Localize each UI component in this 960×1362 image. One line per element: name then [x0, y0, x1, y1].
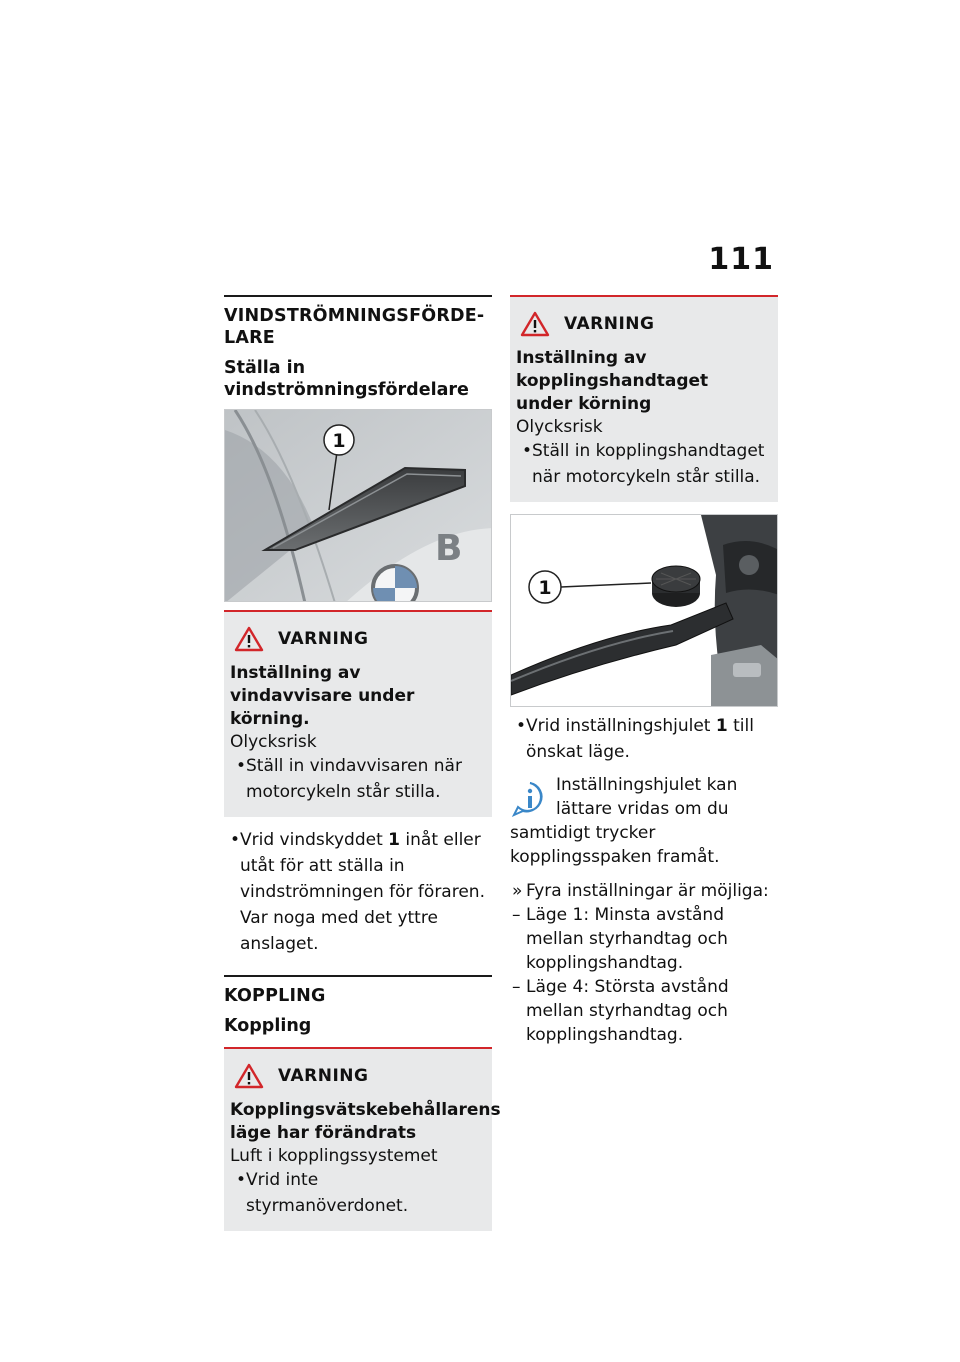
warning-title: Inställning av kopplingshandtaget under körning — [516, 348, 709, 414]
warning-box-wind — [224, 612, 492, 817]
step-callout-number: 1 — [715, 716, 728, 736]
left-column — [224, 295, 501, 1231]
warning-risk: Olycksrisk — [230, 732, 317, 752]
figure-callout: 1 — [332, 430, 346, 452]
warning-triangle-icon — [234, 1063, 264, 1089]
instruction-step — [510, 713, 778, 765]
warning-triangle-icon — [520, 311, 550, 337]
clutch-lever-illustration — [511, 515, 778, 707]
instruction-step — [224, 827, 492, 957]
warning-risk: Luft i kopplingssystemet — [230, 1146, 438, 1166]
step-text-pre: Vrid vindskyddet — [240, 830, 389, 850]
warning-box-clutch-fluid — [224, 1049, 501, 1231]
warning-risk: Olycksrisk — [516, 417, 603, 437]
warning-title: Inställning av vindavvisare under körning. — [230, 663, 415, 729]
step-text-post: inåt eller utåt för att ställa in vindströmningen för föraren. Var noga med det yttre anslaget. — [240, 830, 485, 954]
warning-triangle-icon — [234, 626, 264, 652]
info-icon — [510, 779, 550, 819]
right-column — [510, 295, 778, 1047]
option-item: – Läge 1: Minsta avstånd mellan styrhandtag och kopplingshandtag. — [510, 903, 778, 975]
section-title-wind: VINDSTRÖMNINGSFÖRDE-LARE — [224, 306, 485, 348]
wind-deflector-illustration — [225, 410, 492, 602]
warning-label: VARNING — [278, 1066, 369, 1086]
step-callout-number: 1 — [388, 830, 400, 850]
svg-text:B: B — [435, 528, 463, 569]
warning-label: VARNING — [564, 314, 655, 334]
subtitle-clutch: Koppling — [224, 1016, 312, 1036]
option-item: – Läge 4: Största avstånd mellan styrhandtag och kopplingshandtag. — [510, 975, 778, 1047]
info-note — [510, 773, 778, 869]
step-text-post: till önskat läge. — [526, 716, 754, 762]
warning-action: • Vrid inte styrmanöverdonet. — [230, 1167, 484, 1219]
result-line: » Fyra inställningar är möjliga: — [510, 879, 778, 903]
warning-action: • Ställ in kopplingshandtaget när motorcykeln står stilla. — [516, 438, 770, 490]
section-title-clutch: KOPPLING — [224, 986, 326, 1006]
warning-box-clutch-lever — [510, 297, 778, 502]
warning-action: • Ställ in vindavvisaren när motorcykeln står stilla. — [230, 753, 484, 805]
wind-deflector-figure — [224, 409, 492, 602]
page-number: 111 — [708, 242, 774, 277]
subtitle-wind: Ställa in vindströmningsfördelare — [224, 358, 469, 400]
warning-label: VARNING — [278, 629, 369, 649]
figure-callout: 1 — [538, 577, 552, 599]
warning-title: Kopplingsvätskebehållarens läge har förändrats — [230, 1100, 501, 1143]
info-text: Inställningshjulet kan lättare vridas om du samtidigt trycker kopplingsspaken framåt. — [510, 775, 738, 867]
step-text-pre: Vrid inställningshjulet — [526, 716, 716, 736]
clutch-lever-figure — [510, 514, 778, 707]
